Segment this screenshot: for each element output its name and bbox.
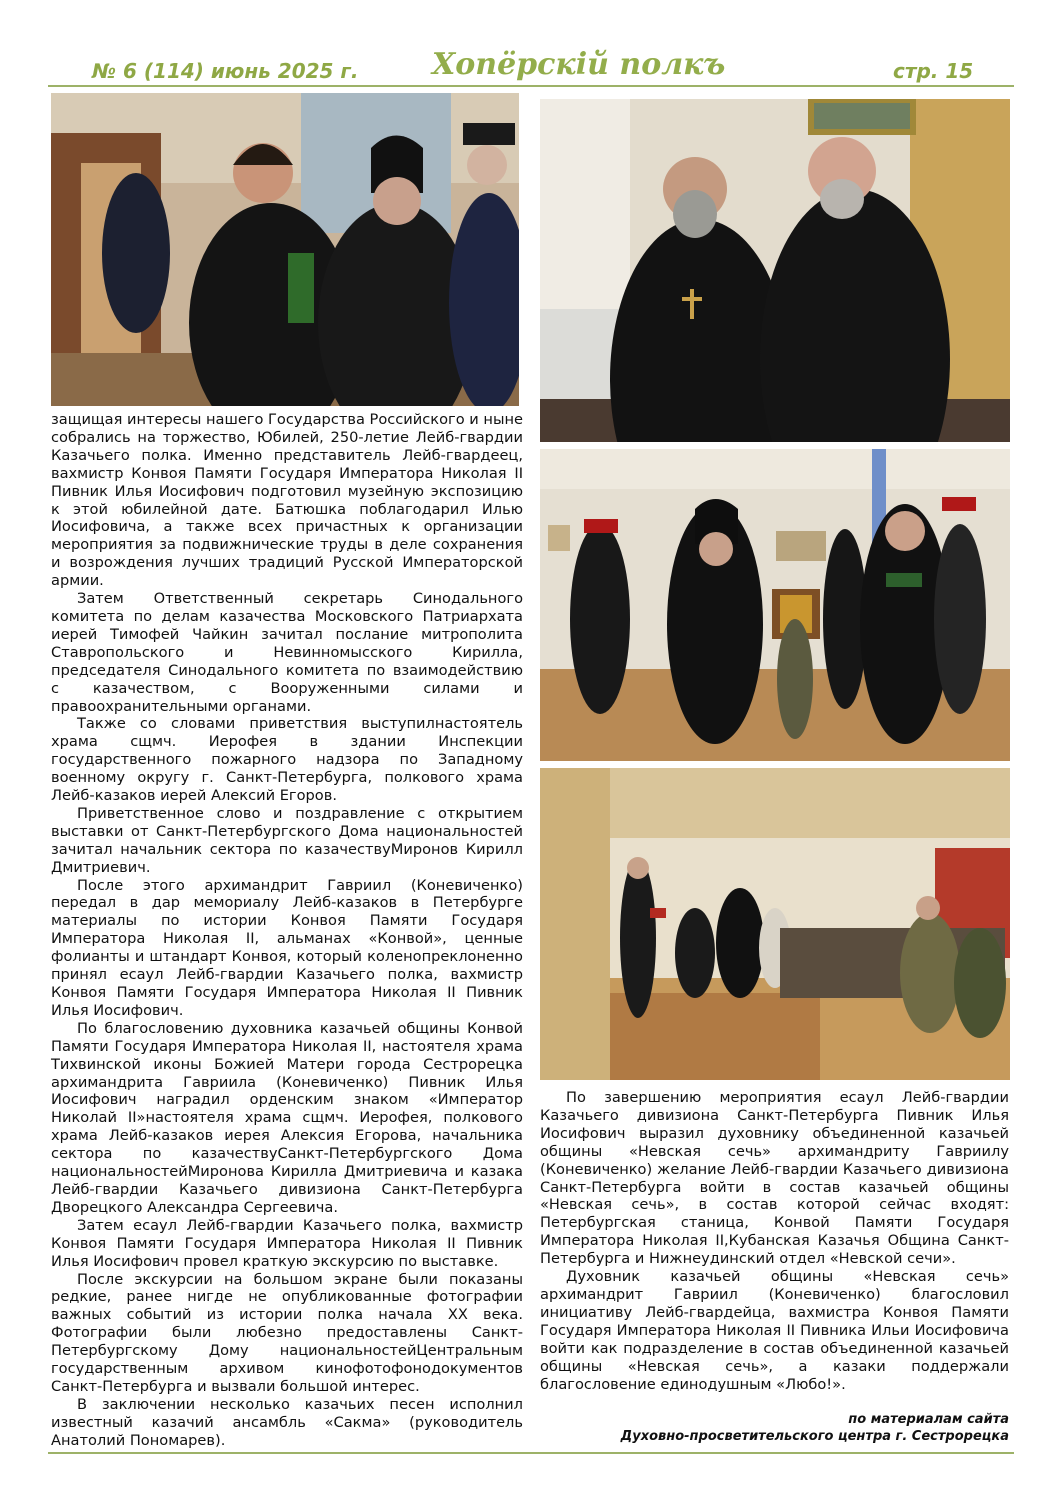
photo-two-clergymen <box>540 99 1010 442</box>
left-text-column <box>51 411 523 1450</box>
left-paragraph: После экскурсии на большом экране были показаны редкие, ранее нигде не опубликованные фотографии важных событий из истории полка начала XX века. Фотографии были любезно предоставлены Санкт-Петербургскому Дому национальностейЦентральным государственным архивом кинофотофонодокументов Санкт-Петербурга и вызвали большой интерес. <box>51 1270 523 1395</box>
photo-clergy-cossacks <box>51 93 519 406</box>
left-paragraph: Затем Ответственный секретарь Синодального комитета по делам казачества Московского Патриархата иерей Тимофей Чайкин зачитал послание митрополита Ставропольского и Невинномысского Кирилла, председателя Синодального комитета по взаимодействию с казачеством, с Вооруженными силами и правоохранительными органами. <box>51 590 523 715</box>
header-rule <box>48 85 1014 87</box>
left-paragraph: Затем есаул Лейб-гвардии Казачьего полка, вахмистр Конвоя Памяти Государя Императора Николая II Пивник Илья Иосифович провел краткую экскурсию по выставке. <box>51 1216 523 1270</box>
newspaper-title: Хопёрскiй полкъ <box>432 47 726 82</box>
left-paragraph: Также со словами приветствия выступилнастоятель храма сщмч. Иерофея в здании Инспекции государственного пожарного надзора по Западному военному округу г. Санкт-Петербурга, полкового храма Лейб-казаков иерей Алексий Егоров. <box>51 715 523 805</box>
photo-ceremony-icon <box>540 449 1010 761</box>
left-paragraph: По благословению духовника казачьей общины Конвой Памяти Государя Императора Николая II, настоятеля храма Тихвинской иконы Божией Матери города Сестрорецка архимандрита Гавриила (Коневиченко) Пивник Илья Иосифович наградил орденским знаком «Император Николай II»настоятеля храма сщмч. Иерофея, полкового храма Лейб-казаков иерея Алексия Егорова, начальника сектора по казачествуСанкт-Петербургского Дома национальностейМиронова Кирилла Дмитриевича и казака Лейб-гвардии Казачьего дивизиона Санкт-Петербурга Дворецкого Александра Сергеевича. <box>51 1019 523 1216</box>
left-paragraph: Приветственное слово и поздравление с открытием выставки от Санкт-Петербургского Дома национальностей зачитал начальник сектора по казачествуМиронов Кирилл Дмитриевич. <box>51 804 523 876</box>
right-paragraph: Духовник казачьей общины «Невская сечь» архимандрит Гавриил (Коневиченко) благословил инициативу Лейб-гвардейца, вахмистра Конвоя Памяти Государя Императора Николая II Пивника Ильи Иосифовича войти как подразделение в состав объединенной казачьей общины «Невская сечь», а казаки поддержали благословение единодушным «Любо!». <box>540 1268 1009 1393</box>
source-credit-line1: по материалам сайта <box>848 1412 1009 1427</box>
photo-audience-hall <box>540 768 1010 1080</box>
left-paragraph: В заключении несколько казачьих песен исполнил известный казачий ансамбль «Сакма» (руководитель Анатолий Пономарев). <box>51 1395 523 1449</box>
issue-number: № 6 (114) июнь 2025 г. <box>92 59 359 83</box>
right-paragraph: По завершению мероприятия есаул Лейб-гвардии Казачьего дивизиона Санкт-Петербурга Пивник Илья Иосифович выразил духовнику объединенной казачьей общины «Невская сечь» архимандриту Гавриилу (Коневиченко) желание Лейб-гвардии Казачьего дивизиона Санкт-Петербурга войти в состав казачьей общины «Невская сечь», в состав которой сейчас входят: Петербургская станица, Конвой Памяти Государя Императора Николая II,Кубанская Казачья Община Санкт-Петербурга и Нижнеудинский отдел «Невской сечи». <box>540 1089 1009 1268</box>
page-number: стр. 15 <box>893 59 974 83</box>
left-paragraph: защищая интересы нашего Государства Российского и ныне собрались на торжество, Юбилей, 250-летие Лейб-гвардии Казачьего полка. Именно представитель Лейб-гвардеец, вахмистр Конвоя Памяти Государя Императора Николая II Пивник Илья Иосифович подготовил музейную экспозицию к этой юбилейной дате. Батюшка поблагодарил Илью Иосифовича, а также всех причастных к организации мероприятия за подвижнические труды в деле сохранения и возрождения лучших традиций Русской Императорской армии. <box>51 411 523 590</box>
source-credit-line2: Духовно-просветительского центра г. Сестрорецка <box>620 1429 1009 1444</box>
footer-rule <box>48 1452 1014 1454</box>
right-text-column <box>540 1089 1009 1393</box>
left-paragraph: После этого архимандрит Гавриил (Коневиченко) передал в дар мемориалу Лейб-казаков в Петербурге материалы по истории Конвоя Памяти Государя Императора Николая II, альманах «Конвой», ценные фолианты и штандарт Конвоя, который коленопреклоненно принял есаул Лейб-гвардии Казачьего полка, вахмистр Конвоя Памяти Государя Императора Николая II Пивник Илья Иосифович. <box>51 876 523 1019</box>
